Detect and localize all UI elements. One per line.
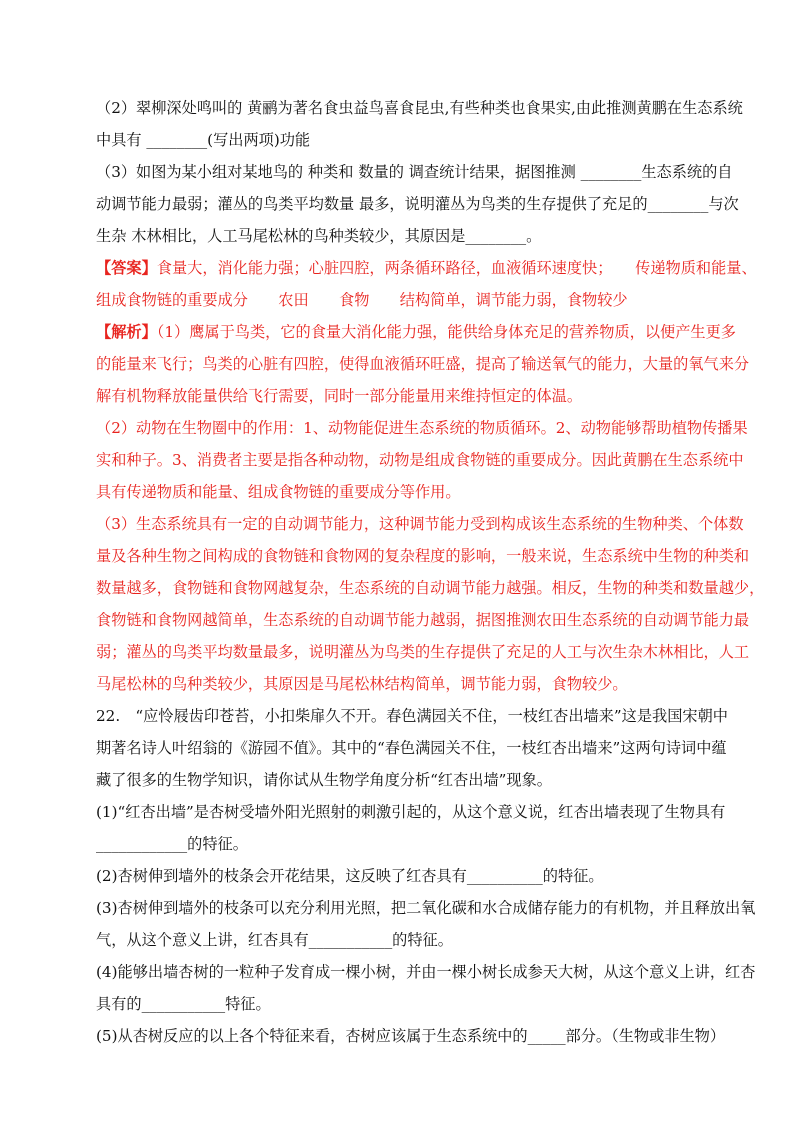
text-line: 生杂 木林相比，人工马尾松林的鸟种类较少，其原因是________。 <box>96 227 542 245</box>
question-22-line: 气，从这个意义上讲，红杏具有___________的特征。 <box>96 931 453 949</box>
question-22-line: (3)杏树伸到墙外的枝条可以充分利用光照，把二氧化碳和水合成储存能力的有机物，并且释放出氧 <box>96 899 756 917</box>
analysis-line: （2）动物在生物圈中的作用：1、动物能促进生态系统的物质循环。2、动物能够帮助植物传播果 <box>96 419 748 437</box>
question-22-line: ____________的特征。 <box>96 835 248 853</box>
question-22-line: 藏了很多的生物学知识，请你试从生物学角度分析“红杏出墙”现象。 <box>96 771 552 789</box>
analysis-label: 【解析】 <box>96 323 157 341</box>
question-22-line: (1)“红杏出墙”是杏树受墙外阳光照射的刺激引起的，从这个意义说，红杏出墙表现了生物具有 <box>96 803 726 821</box>
analysis-line: 食物链和食物网越简单，生态系统的自动调节能力越弱，据图推测农田生态系统的自动调节能力最 <box>96 611 750 629</box>
question-22-line: (5)从杏树反应的以上各个特征来看，杏树应该属于生态系统中的_____部分。（生物或非生物） <box>96 1027 726 1045</box>
analysis-line: （3）生态系统具有一定的自动调节能力，这种调节能力受到构成该生态系统的生物种类、个体数 <box>96 515 744 533</box>
analysis-line: 的能量来飞行；鸟类的心脏有四腔，使得血液循环旺盛，提高了输送氧气的能力，大量的氧气来分 <box>96 355 750 373</box>
analysis-line: 具有传递物质和能量、组成食物链的重要成分等作用。 <box>96 483 461 501</box>
question-22-line: 22. “应怜屐齿印苍苔，小扣柴扉久不开。春色满园关不住，一枝红杏出墙来”这是我国宋朝中 <box>96 707 728 725</box>
analysis-line: 弱；灌丛的鸟类平均数量最多，说明灌丛为鸟类的生存提供了充足的人工与次生杂木林相比，人工 <box>96 643 750 661</box>
analysis-line: 数量越多，食物链和食物网越复杂，生态系统的自动调节能力越强。相反，生物的种类和数量越少， <box>96 579 765 597</box>
text-line: （2）翠柳深处鸣叫的 黄鹂为著名食虫益鸟喜食昆虫,有些种类也食果实,由此推测黄鹏在生态系统 <box>96 99 743 117</box>
analysis-line: 量及各种生物之间构成的食物链和食物网的复杂程度的影响，一般来说，生态系统中生物的种类和 <box>96 547 750 565</box>
text-line: （3）如图为某小组对某地鸟的 种类和 数量的 调查统计结果，据图推测 ________生态系统的自 <box>96 163 733 181</box>
question-22-line: 具有的___________特征。 <box>96 995 271 1013</box>
analysis-line: 【解析】（1）鹰属于鸟类，它的食量大消化能力强，能供给身体充足的营养物质，以便产生更多 <box>96 323 736 341</box>
question-22-line: (4)能够出墙杏树的一粒种子发育成一棵小树，并由一棵小树长成参天大树，从这个意义上讲，红杏 <box>96 963 756 981</box>
analysis-line: 马尾松林的鸟种类较少，其原因是马尾松林结构简单，调节能力弱，食物较少。 <box>96 675 628 693</box>
question-22-line: (2)杏树伸到墙外的枝条会开花结果，这反映了红杏具有__________的特征。 <box>96 867 604 885</box>
answer-label: 【答案】 <box>96 259 157 277</box>
answer-line: 【答案】食量大，消化能力强；心脏四腔，两条循环路径，血液循环速度快； 传递物质和能量、 <box>96 259 757 277</box>
text-line: 动调节能力最弱；灌丛的鸟类平均数量 最多，说明灌丛为鸟类的生存提供了充足的________与次 <box>96 195 739 213</box>
text-line: 中具有 ________(写出两项)功能 <box>96 131 311 149</box>
answer-line: 组成食物链的重要成分 农田 食物 结构简单，调节能力弱，食物较少 <box>96 291 628 309</box>
analysis-line: 解有机物释放能量供给飞行需要，同时一部分能量用来维持恒定的体温。 <box>96 387 582 405</box>
analysis-line: 实和种子。3、消费者主要是指各种动物，动物是组成食物链的重要成分。因此黄鹏在生态系统中 <box>96 451 744 469</box>
question-22-line: 期著名诗人叶绍翁的《游园不值》。其中的“春色满园关不住，一枝红杏出墙来”这两句诗词中蕴 <box>96 739 727 757</box>
